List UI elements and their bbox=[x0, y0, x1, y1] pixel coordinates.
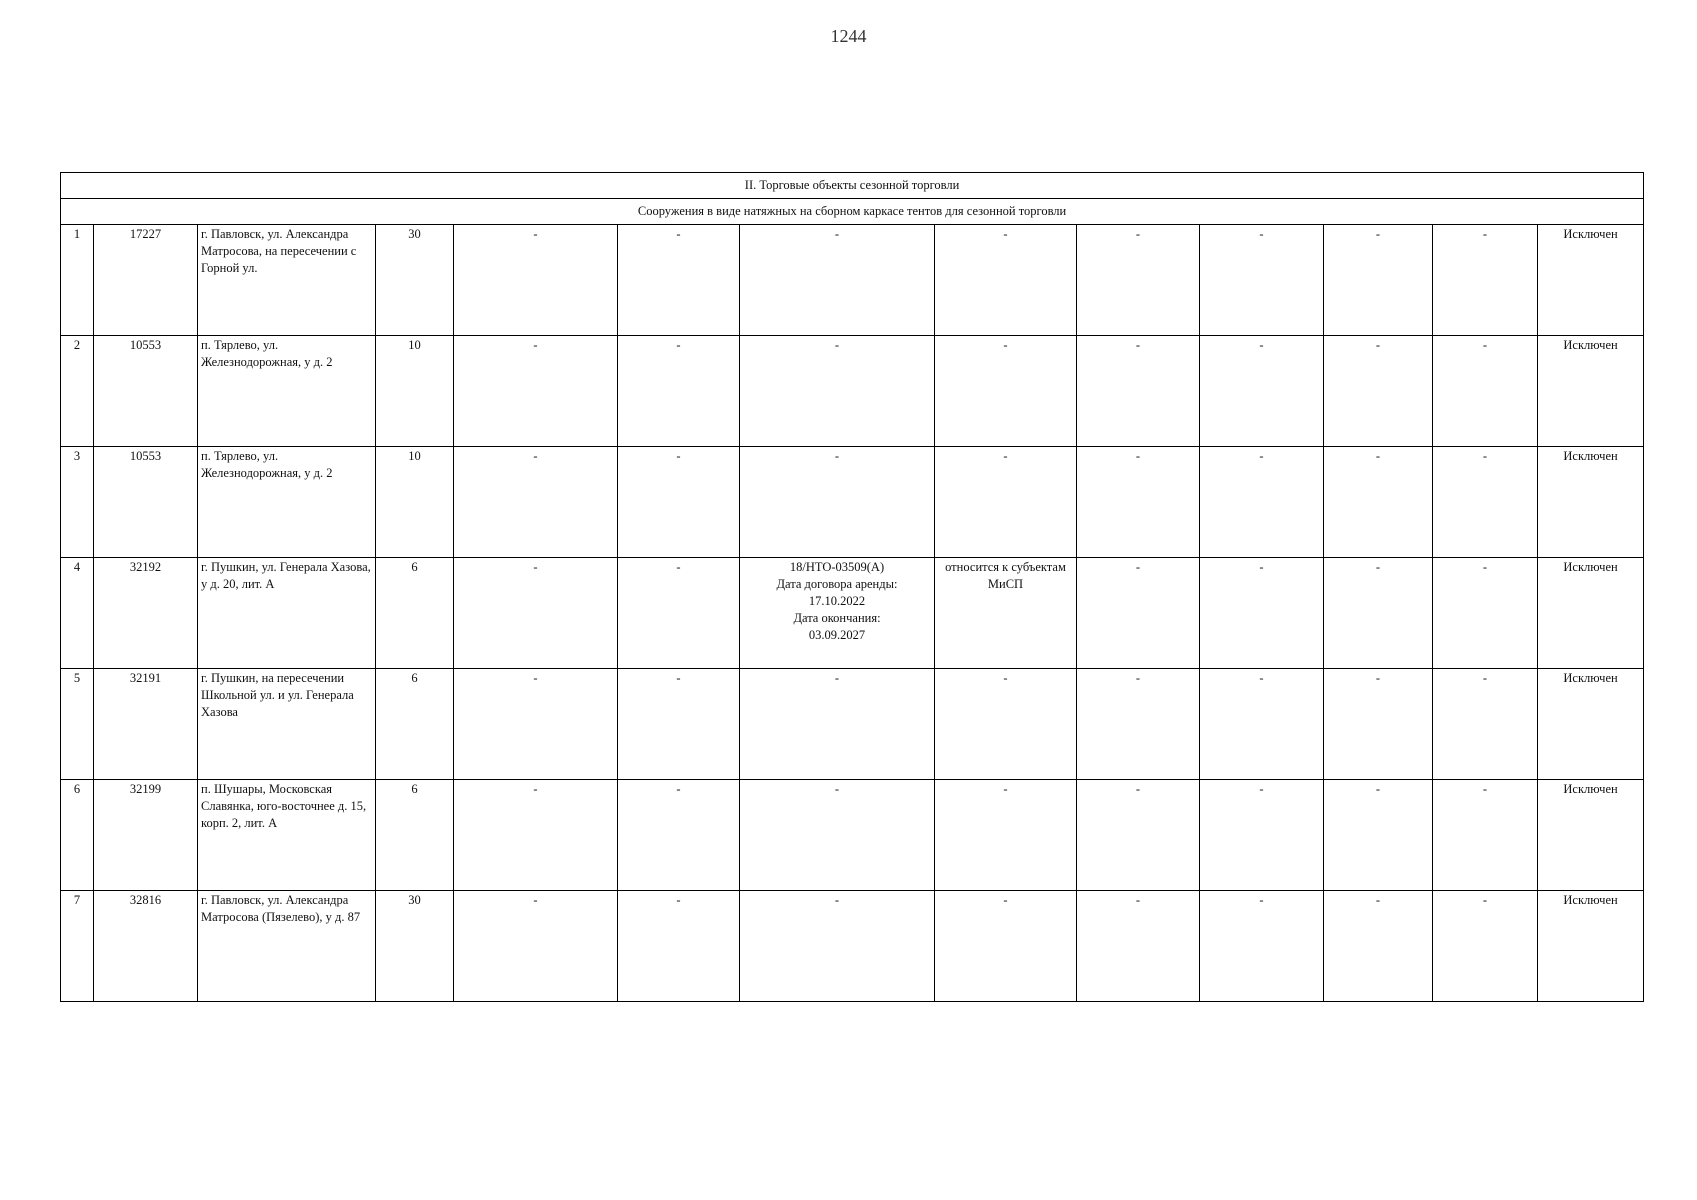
address-cell: п. Тярлево, ул. Железнодорожная, у д. 2 bbox=[198, 336, 376, 447]
contract-cell bbox=[740, 225, 935, 336]
table-row bbox=[61, 336, 1644, 447]
column-10-cell: - bbox=[1200, 225, 1324, 336]
status-cell: Исключен bbox=[1538, 447, 1644, 558]
column-5-cell: - bbox=[454, 447, 618, 558]
msp-status-cell: - bbox=[935, 225, 1077, 336]
contract-line: 03.09.2027 bbox=[808, 627, 866, 642]
column-11-cell: - bbox=[1324, 669, 1433, 780]
column-6-cell: - bbox=[618, 447, 740, 558]
contract-cell bbox=[740, 336, 935, 447]
address-cell: г. Пушкин, ул. Генерала Хазова, у д. 20, лит. А bbox=[198, 558, 376, 669]
contract-cell bbox=[740, 447, 935, 558]
status-cell: Исключен bbox=[1538, 558, 1644, 669]
contract-cell bbox=[740, 891, 935, 1002]
column-5-cell: - bbox=[454, 780, 618, 891]
column-12-cell: - bbox=[1433, 780, 1538, 891]
status-cell: Исключен bbox=[1538, 669, 1644, 780]
column-6-cell: - bbox=[618, 225, 740, 336]
column-9-cell: - bbox=[1077, 447, 1200, 558]
contract-line: - bbox=[834, 338, 840, 352]
msp-status-cell: - bbox=[935, 447, 1077, 558]
column-5-cell: - bbox=[454, 558, 618, 669]
area-cell: 10 bbox=[376, 336, 454, 447]
contract-line: - bbox=[834, 449, 840, 463]
contract-cell bbox=[740, 669, 935, 780]
row-number-cell: 3 bbox=[61, 447, 94, 558]
column-11-cell: - bbox=[1324, 225, 1433, 336]
row-number-cell: 7 bbox=[61, 891, 94, 1002]
column-12-cell: - bbox=[1433, 336, 1538, 447]
msp-status-cell: относится к субъектам МиСП bbox=[935, 558, 1077, 669]
object-id-cell: 32199 bbox=[94, 780, 198, 891]
area-cell: 30 bbox=[376, 891, 454, 1002]
contract-line: Дата окончания: bbox=[793, 610, 881, 625]
table-row bbox=[61, 447, 1644, 558]
area-cell: 6 bbox=[376, 558, 454, 669]
contract-line: - bbox=[834, 227, 840, 241]
column-10-cell: - bbox=[1200, 558, 1324, 669]
object-id-cell: 10553 bbox=[94, 336, 198, 447]
subsection-title: Сооружения в виде натяжных на сборном каркасе тентов для сезонной торговли bbox=[61, 199, 1644, 225]
address-cell: п. Тярлево, ул. Железнодорожная, у д. 2 bbox=[198, 447, 376, 558]
column-11-cell: - bbox=[1324, 336, 1433, 447]
object-id-cell: 32816 bbox=[94, 891, 198, 1002]
column-5-cell: - bbox=[454, 891, 618, 1002]
status-cell: Исключен bbox=[1538, 336, 1644, 447]
column-10-cell: - bbox=[1200, 669, 1324, 780]
object-id-cell: 32192 bbox=[94, 558, 198, 669]
row-number-cell: 2 bbox=[61, 336, 94, 447]
page-number: 1244 bbox=[830, 26, 867, 46]
contract-cell bbox=[740, 558, 935, 669]
table-row bbox=[61, 225, 1644, 336]
table-row bbox=[61, 558, 1644, 669]
column-6-cell: - bbox=[618, 669, 740, 780]
column-9-cell: - bbox=[1077, 336, 1200, 447]
column-12-cell: - bbox=[1433, 447, 1538, 558]
column-12-cell: - bbox=[1433, 669, 1538, 780]
seasonal-trade-table bbox=[60, 172, 1644, 1002]
area-cell: 6 bbox=[376, 669, 454, 780]
section-title: II. Торговые объекты сезонной торговли bbox=[61, 173, 1644, 199]
row-number-cell: 4 bbox=[61, 558, 94, 669]
area-cell: 30 bbox=[376, 225, 454, 336]
column-11-cell: - bbox=[1324, 891, 1433, 1002]
status-cell: Исключен bbox=[1538, 891, 1644, 1002]
status-cell: Исключен bbox=[1538, 780, 1644, 891]
column-11-cell: - bbox=[1324, 780, 1433, 891]
column-6-cell: - bbox=[618, 336, 740, 447]
row-number-cell: 1 bbox=[61, 225, 94, 336]
address-cell: г. Павловск, ул. Александра Матросова (Пязелево), у д. 87 bbox=[198, 891, 376, 1002]
section-header-row bbox=[61, 173, 1644, 199]
column-10-cell: - bbox=[1200, 447, 1324, 558]
column-10-cell: - bbox=[1200, 780, 1324, 891]
contract-line: Дата договора аренды: bbox=[776, 576, 898, 591]
column-12-cell: - bbox=[1433, 558, 1538, 669]
msp-status-cell: - bbox=[935, 336, 1077, 447]
object-id-cell: 10553 bbox=[94, 447, 198, 558]
address-cell: г. Пушкин, на пересечении Школьной ул. и ул. Генерала Хазова bbox=[198, 669, 376, 780]
area-cell: 10 bbox=[376, 447, 454, 558]
column-6-cell: - bbox=[618, 891, 740, 1002]
contract-line: - bbox=[834, 893, 840, 907]
status-cell: Исключен bbox=[1538, 225, 1644, 336]
column-5-cell: - bbox=[454, 225, 618, 336]
subsection-header-row bbox=[61, 199, 1644, 225]
msp-status-cell: - bbox=[935, 891, 1077, 1002]
table-row bbox=[61, 669, 1644, 780]
column-11-cell: - bbox=[1324, 558, 1433, 669]
column-6-cell: - bbox=[618, 780, 740, 891]
column-9-cell: - bbox=[1077, 780, 1200, 891]
msp-status-cell: - bbox=[935, 669, 1077, 780]
column-10-cell: - bbox=[1200, 336, 1324, 447]
address-cell: п. Шушары, Московская Славянка, юго-восточнее д. 15, корп. 2, лит. А bbox=[198, 780, 376, 891]
column-5-cell: - bbox=[454, 669, 618, 780]
row-number-cell: 6 bbox=[61, 780, 94, 891]
contract-line: 17.10.2022 bbox=[808, 593, 866, 608]
table-row bbox=[61, 891, 1644, 1002]
column-11-cell: - bbox=[1324, 447, 1433, 558]
row-number-cell: 5 bbox=[61, 669, 94, 780]
area-cell: 6 bbox=[376, 780, 454, 891]
address-cell: г. Павловск, ул. Александра Матросова, на пересечении с Горной ул. bbox=[198, 225, 376, 336]
msp-status-cell: - bbox=[935, 780, 1077, 891]
contract-line: - bbox=[834, 782, 840, 796]
column-9-cell: - bbox=[1077, 669, 1200, 780]
contract-line: 18/НТО-03509(А) bbox=[789, 560, 885, 574]
column-9-cell: - bbox=[1077, 891, 1200, 1002]
object-id-cell: 32191 bbox=[94, 669, 198, 780]
object-id-cell: 17227 bbox=[94, 225, 198, 336]
column-5-cell: - bbox=[454, 336, 618, 447]
contract-cell bbox=[740, 780, 935, 891]
column-9-cell: - bbox=[1077, 225, 1200, 336]
column-12-cell: - bbox=[1433, 225, 1538, 336]
column-12-cell: - bbox=[1433, 891, 1538, 1002]
column-10-cell: - bbox=[1200, 891, 1324, 1002]
column-9-cell: - bbox=[1077, 558, 1200, 669]
contract-line: - bbox=[834, 671, 840, 685]
table-row bbox=[61, 780, 1644, 891]
column-6-cell: - bbox=[618, 558, 740, 669]
